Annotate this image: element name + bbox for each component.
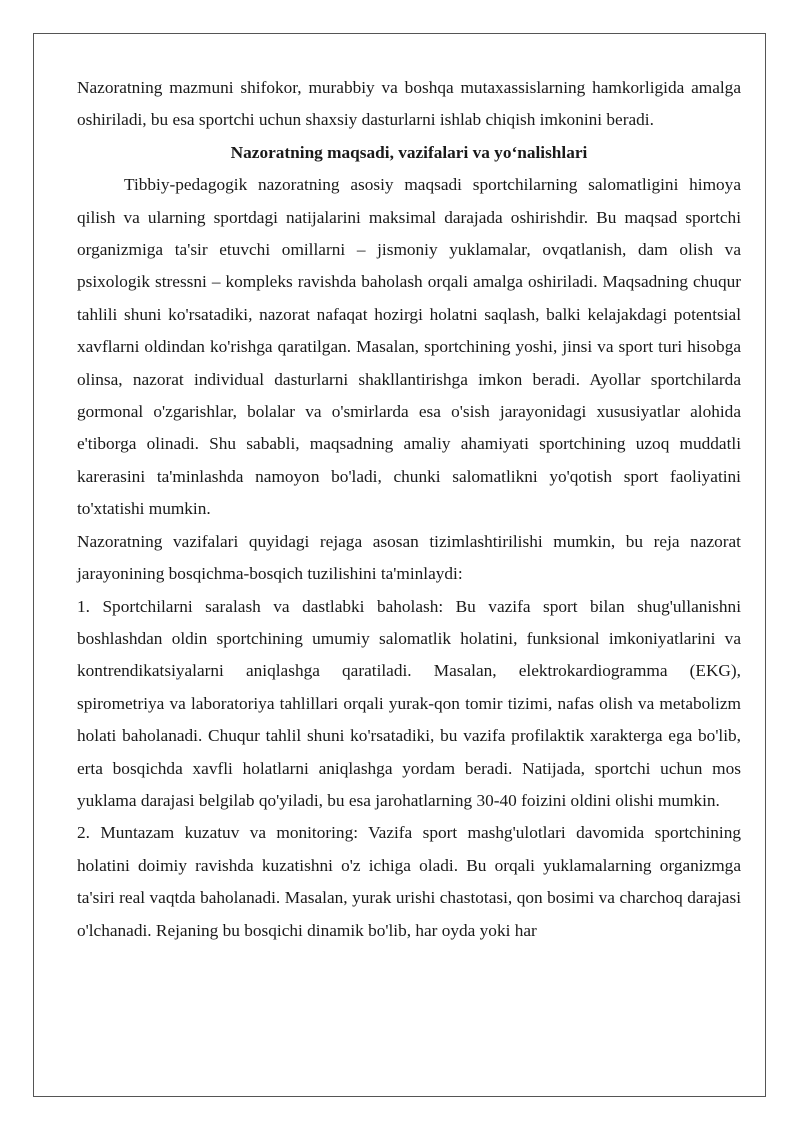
task-1-paragraph: 1. Sportchilarni saralash va dastlabki baholash: Bu vazifa sport bilan shug'ullanishni boshlashdan oldin sportchining umumiy salomatlik holatini, funksional imkoniyatlarini va kontrendikatsiyalarni aniqlashga qaratiladi. Masalan, elektrokardiogramma (EKG), spirometriya va laboratoriya tahlillari orqali yurak-qon tomir tizimi, nafas olish va metabolizm holati baholanadi. Chuqur tahlil shuni ko'rsatadiki, bu vazifa profilaktik xarakterga ega bo'lib, erta bosqichda xavfli holatlarni aniqlashga yordam beradi. Natijada, sportchi uchun mos yuklama darajasi belgilab qo'yiladi, bu esa jarohatlarning 30-40 foizini oldini olishi mumkin. [77,596,741,810]
tasks-intro-paragraph: Nazoratning vazifalari quyidagi rejaga asosan tizimlashtirilishi mumkin, bu reja nazorat jarayonining bosqichma-bosqich tuzilishini ta'minlaydi: [77,531,741,584]
intro-paragraph: Nazoratning mazmuni shifokor, murabbiy va boshqa mutaxassislarning hamkorligida amalga oshiriladi, bu esa sportchi uchun shaxsiy dasturlarni ishlab chiqish imkonini beradi. [77,78,741,130]
document-body [77,72,741,947]
task-2-paragraph: 2. Muntazam kuzatuv va monitoring: Vazifa sport mashg'ulotlari davomida sportchining holatini doimiy ravishda kuzatishni o'z ichiga oladi. Bu orqali yuklamalarning organizmga ta'siri real vaqtda baholanadi. Masalan, yurak urishi chastotasi, qon bosimi va charchoq darajasi o'lchanadi. Rejaning bu bosqichi dinamik bo'lib, har oyda yoki har [77,823,741,940]
goal-paragraph: Tibbiy-pedagogik nazoratning asosiy maqsadi sportchilarning salomatligini himoya qilish va ularning sportdagi natijalarini maksimal darajada oshirishdir. Bu maqsad sportchi organizmiga ta'sir etuvchi omillarni – jismoniy yuklamalar, ovqatlanish, dam olish va psixologik stressni – kompleks ravishda baholash orqali amalga oshiriladi. Maqsadning chuqur tahlili shuni ko'rsatadiki, nazorat nafaqat hozirgi holatni saqlash, balki kelajakdagi potentsial xavflarni oldindan ko'rishga qaratilgan. Masalan, sportchining yoshi, jinsi va sport turi hisobga olinsa, nazorat individual dasturlarni shakllantirishga imkon beradi. Ayollar sportchilarda gormonal o'zgarishlar, bolalar va o'smirlarda esa o'sish jarayonidagi xususiyatlar alohida e'tiborga olinadi. Shu sababli, maqsadning amaliy ahamiyati sportchining uzoq muddatli karerasini ta'minlashda namoyon bo'ladi, chunki salomatlikni yo'qotish sport faoliyatini to'xtatishi mumkin. [77,175,741,519]
section-heading: Nazoratning maqsadi, vazifalari va yo‘nalishlari [230,142,588,162]
